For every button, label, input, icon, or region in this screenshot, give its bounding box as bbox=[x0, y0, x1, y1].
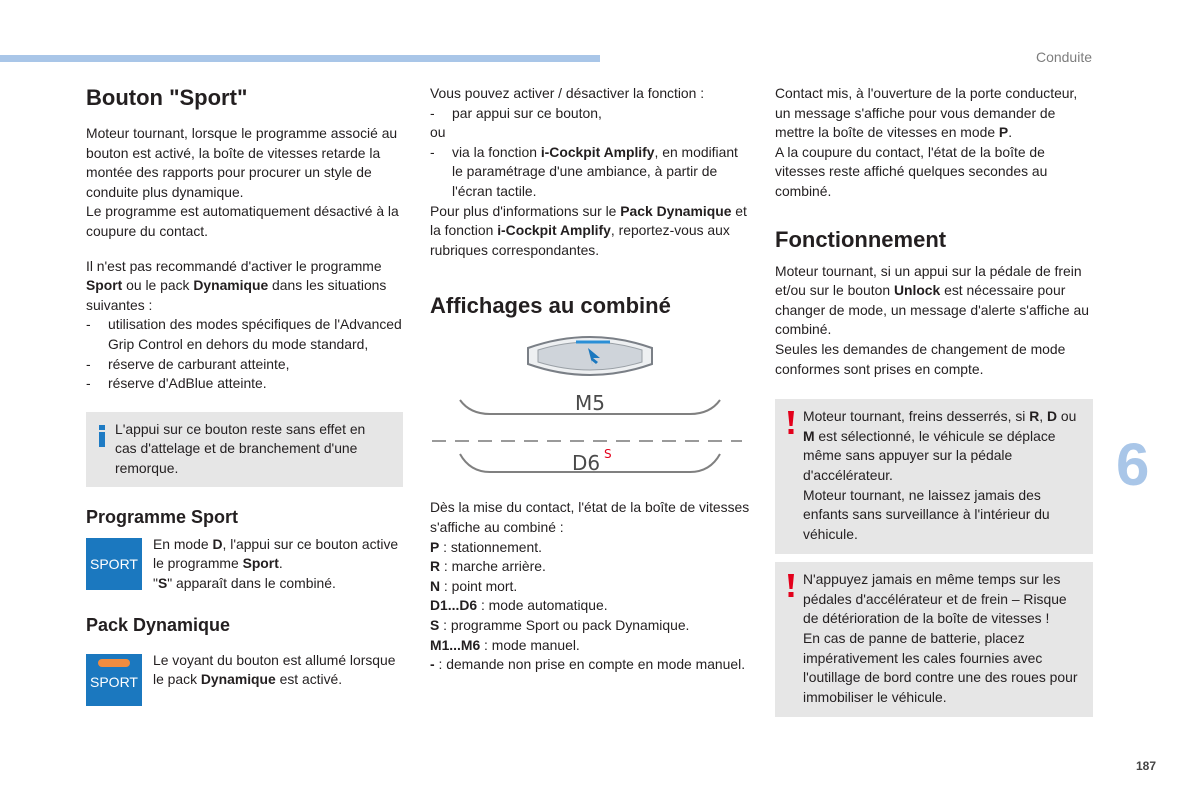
screen-gear-1: M5 bbox=[575, 391, 605, 416]
info-box bbox=[86, 412, 403, 487]
warning-text-1: Moteur tournant, freins desserrés, si R, D ou M est sélectionné, le véhicule se déplace même sans appuyer sur la pédale d'accélérateur. bbox=[803, 408, 1077, 483]
list-item: - via la fonction i-Cockpit Amplify, en modifiant le paramétrage d'une ambiance, à partir de l'écran tactile. bbox=[430, 143, 750, 202]
intro-text: Moteur tournant, lorsque le programme associé au bouton est activé, la boîte de vitesses retarde la montée des rapports pour procurer un style de conduite plus dynamique. bbox=[86, 125, 398, 200]
dashboard-svg bbox=[430, 330, 750, 490]
warning-icon bbox=[787, 574, 795, 601]
led-indicator-icon bbox=[98, 659, 130, 667]
dashboard-illustration bbox=[430, 330, 750, 490]
info-text: L'appui sur ce bouton reste sans effet en cas d'attelage et de branchement d'une remorque. bbox=[115, 420, 366, 476]
page-number: 187 bbox=[1135, 759, 1156, 773]
list-item: M1...M6 : mode manuel. bbox=[430, 636, 580, 653]
activation-list bbox=[430, 104, 750, 124]
header-bar bbox=[0, 55, 600, 62]
activation-intro: Vous pouvez activer / désactiver la fonction : bbox=[430, 85, 705, 101]
door-open-text: Contact mis, à l'ouverture de la porte conducteur, un message s'affiche pour vous demander de mettre la boîte de vitesses en mode P. bbox=[775, 85, 1078, 141]
list-item: - réserve de carburant atteinte, bbox=[86, 355, 406, 375]
pack-dynamique-title: Pack Dynamique bbox=[86, 614, 231, 635]
intro-text-2: Le programme est automatiquement désactivé à la coupure du contact. bbox=[86, 203, 399, 239]
list-item: - réserve d'AdBlue atteinte. bbox=[86, 374, 406, 394]
column-left bbox=[86, 84, 406, 711]
warning-text-1b: Moteur tournant, ne laissez jamais des enfants sans surveillance à l'intérieur du véhicule. bbox=[803, 486, 1050, 542]
list-item: - : demande non prise en compte en mode manuel. bbox=[430, 656, 746, 673]
pack-dynamique-row bbox=[86, 651, 406, 711]
chapter-number: 6 bbox=[1116, 431, 1150, 498]
sport-program-row bbox=[86, 535, 406, 595]
list-item: N : point mort. bbox=[430, 577, 518, 594]
warning-text-2: N'appuyez jamais en même temps sur les pédales d'accélérateur et de frein – Risque de détérioration de la boîte de vitesses ! bbox=[803, 571, 1067, 627]
button-inner-icon bbox=[538, 342, 642, 370]
list-item: P : stationnement. bbox=[430, 538, 542, 555]
warning-text: Il n'est pas recommandé d'activer le programme Sport ou le pack Dynamique dans les situations suivantes : bbox=[86, 257, 387, 313]
list-item: S : programme Sport ou pack Dynamique. bbox=[430, 616, 690, 633]
column-middle bbox=[430, 84, 750, 675]
display-description: Dès la mise du contact, l'état de la boîte de vitesses s'affiche au combiné : bbox=[430, 499, 750, 535]
gear-state-list bbox=[430, 538, 750, 675]
warning-icon bbox=[787, 411, 795, 438]
screen-gear-2: D6 bbox=[571, 451, 601, 476]
operation-text: Moteur tournant, si un appui sur la pédale de frein et/ou sur le bouton Unlock est nécessaire pour changer de mode, un message d'alerte s'affiche au combiné. bbox=[775, 262, 1089, 338]
situation-list bbox=[86, 315, 406, 393]
list-item: R : marche arrière. bbox=[430, 558, 546, 575]
more-info-text: Pour plus d'informations sur le Pack Dynamique et la fonction i-Cockpit Amplify, reportez-vous aux rubriques correspondantes. bbox=[430, 202, 747, 258]
list-item: - utilisation des modes spécifiques de l'Advanced Grip Control en dehors du mode standard, bbox=[86, 315, 406, 354]
column-right bbox=[775, 84, 1093, 717]
sport-button-led-icon bbox=[86, 654, 142, 706]
sport-button-icon: SPORT bbox=[86, 538, 142, 590]
operation-title: Fonctionnement bbox=[775, 226, 947, 252]
list-item: D1...D6 : mode automatique. bbox=[430, 597, 608, 614]
operation-text-2: Seules les demandes de changement de mode conformes sont prises en compte. bbox=[775, 340, 1066, 377]
section-title: Conduite bbox=[1035, 49, 1092, 65]
info-icon bbox=[98, 425, 103, 443]
warning-box-1 bbox=[775, 399, 1093, 554]
activation-list-2 bbox=[430, 143, 750, 202]
screen-sport-indicator: S bbox=[604, 447, 612, 462]
warning-box-2 bbox=[775, 562, 1093, 717]
sport-program-title: Programme Sport bbox=[86, 506, 239, 527]
warning-text-2b: En cas de panne de batterie, placez impérativement les cales fournies avec l'outillage de bord contre une des roues pour immobiliser le véhicule. bbox=[803, 630, 1078, 705]
pack-dynamique-text: Le voyant du bouton est allumé lorsque le pack Dynamique est activé. bbox=[153, 651, 396, 688]
list-item: - par appui sur ce bouton, bbox=[430, 104, 750, 124]
sport-program-text: En mode D, l'appui sur ce bouton active le programme Sport. "S" apparaît dans le combiné. bbox=[153, 535, 399, 591]
ignition-off-text: A la coupure du contact, l'état de la boîte de vitesses reste affiché quelques secondes au combiné. bbox=[775, 143, 1048, 199]
display-title: Affichages au combiné bbox=[430, 293, 671, 319]
sport-led-label: SPORT bbox=[90, 673, 138, 690]
or-text: ou bbox=[430, 124, 446, 141]
sport-button-title: Bouton "Sport" bbox=[86, 85, 248, 110]
